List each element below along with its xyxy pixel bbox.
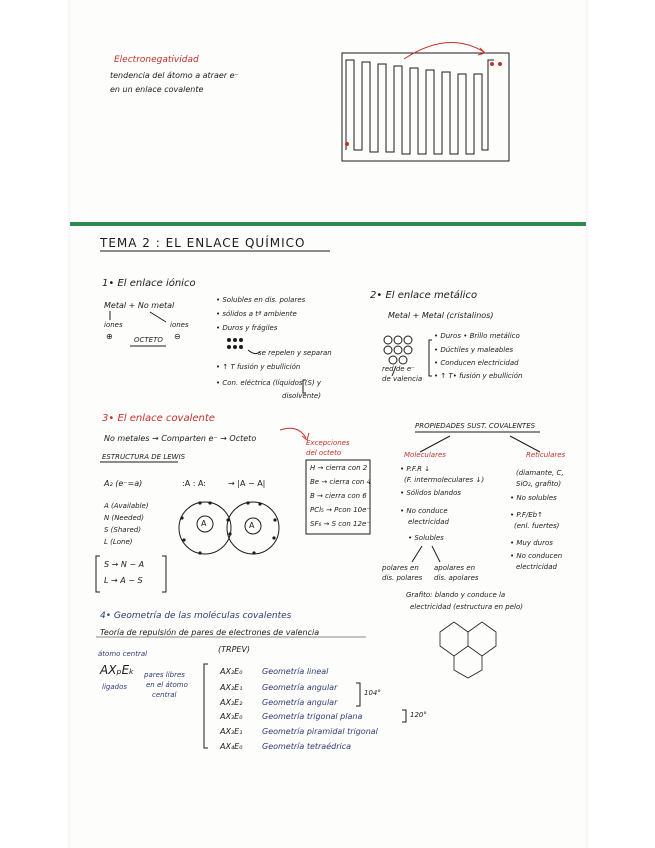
geometry-name-1: Geometría lineal [262,667,329,676]
angle-120: 120° [410,711,427,719]
electronegativity-heading: Electronegatividad [114,55,199,65]
reticular-prop-7: • No conducen [510,552,563,560]
ionic-prop-1: • Solubles en dis. polares [216,296,306,304]
covalent-heading: 3• El enlace covalente [102,413,215,424]
octeto-label: OCTETO [134,336,163,344]
soluble-polar-1: polares en [382,564,419,572]
lewis-atom-a-left: A [201,519,207,528]
soluble-apolar-2: dis. apolares [434,574,479,582]
molecular-prop-3: • Sólidos blandos [400,489,462,497]
geometry-formula-6: AX₄E₀ [220,742,243,751]
lewis-orbital-diagram [179,502,279,554]
soluble-polar-2: dis. polares [382,574,423,582]
covalent-summary: No metales → Comparten e⁻ → Octeto [104,434,257,443]
reticular-prop-1: (diamante, C, [516,469,564,477]
lewis-term-available: A (Available) [104,502,149,510]
electron-sea-label-2: de valencia [382,375,423,383]
geometry-name-2: Geometría angular [262,683,338,692]
lewis-bond: → |A − A| [228,479,266,488]
lewis-atom-a-right: A [249,521,255,530]
geometry-formula-4: AX₃E₀ [220,712,243,721]
geometry-formula-2: AX₂E₁ [220,683,243,692]
metallic-formula: Metal + Metal (cristalinos) [388,311,494,320]
lone-pairs-label-3: central [152,691,177,699]
reticular-prop-8: electricidad [516,563,557,571]
metallic-prop-2: • Dúctiles y maleables [434,346,514,354]
lewis-equation-lone: L → A − S [104,576,143,585]
minus-ion: ⊖ [174,332,181,341]
exception-2: Be → cierra con 4 [310,478,372,486]
reticular-prop-3: • No solubles [510,494,557,502]
exception-3: B → cierra con 6 [310,492,367,500]
lewis-term-lone: L (Lone) [104,538,133,546]
molecular-prop-2: (F. intermoleculares ↓) [404,476,485,484]
lewis-term-shared: S (Shared) [104,526,141,534]
geometry-heading: 4• Geometría de las moléculas covalentes [100,611,292,621]
ionic-prop-5: • ↑ T fusión y ebullición [216,363,301,371]
metallic-prop-3: • Conducen electricidad [434,359,519,367]
metallic-prop-1: • Duros • Brillo metálico [434,332,520,340]
geometry-name-6: Geometría tetraédrica [262,742,352,751]
electronegativity-sketch [342,43,509,161]
lewis-heading: ESTRUCTURA DE LEWIS [102,453,186,461]
metallic-heading: 2• El enlace metálico [370,290,478,301]
molecular-label: Moleculares [404,451,446,459]
molecular-prop-4: • No conduce [400,507,448,515]
central-atom-label: átomo central [98,650,148,658]
plus-ion: ⊕ [106,332,113,341]
soluble-apolar-1: apolares en [434,564,476,572]
exception-5: SF₆ → S con 12e⁻ [310,520,370,528]
ionic-formula: Metal + No metal [104,301,175,310]
lewis-term-needed: N (Needed) [104,514,144,522]
electronegativity-definition-2: en un enlace covalente [110,85,204,94]
notes-page [70,0,586,848]
ionic-prop-6: • Con. eléctrica (líquidos (S) y [216,379,322,387]
reticular-prop-2: SiO₂, grafito) [516,480,562,488]
reticular-prop-6: • Muy duros [510,539,553,547]
exceptions-heading-1: Excepciones [306,439,350,447]
lewis-a2: A₂ (e⁻=a) [104,479,143,488]
geometry-formula-3: AX₂E₂ [220,698,243,707]
vsepr-formula: AXₚEₖ [100,663,135,677]
exception-4: PCl₅ → Pcon 10e⁻ [310,506,371,514]
ionic-label-right: iones [170,321,189,329]
ionic-heading: 1• El enlace iónico [102,278,196,289]
geometry-name-5: Geometría piramidal trigonal [262,727,378,736]
bonded-label: ligados [102,683,127,691]
electron-sea-label-1: red de e⁻ [382,365,415,373]
ionic-prop-2: • sólidos a tª ambiente [216,310,297,318]
exception-1: H → cierra con 2 [310,464,368,472]
graphite-note-2: electricidad (estructura en pelo) [410,603,524,611]
electronegativity-definition-1: tendencia del átomo a atraer e⁻ [110,71,239,80]
geometry-formula-5: AX₃E₁ [220,727,243,736]
geometry-name-3: Geometría angular [262,698,338,707]
angle-104: 104° [364,689,381,697]
page-title: TEMA 2 : EL ENLACE QUÍMICO [100,236,306,250]
ionic-prop-7: disolvente) [282,392,321,400]
reticular-prop-5: (enl. fuertes) [514,522,560,530]
molecular-prop-6: • Solubles [408,534,444,542]
lewis-equation-shared: S → N − A [104,560,145,569]
geometry-formula-1: AX₂E₀ [220,667,243,676]
lone-pairs-label-2: en el átomo [146,681,188,689]
molecular-prop-1: • P.F.R ↓ [400,465,431,473]
ionic-prop-3: • Duros y frágiles [216,324,278,332]
covalent-properties-heading: PROPIEDADES SUST. COVALENTES [415,422,536,430]
lewis-dots: :A : A: [182,479,206,488]
section-separator [70,222,586,226]
reticular-label: Reticulares [526,451,566,459]
ionic-prop-4: se repelen y separan [258,349,332,357]
molecular-prop-5: electricidad [408,518,449,526]
exceptions-heading-2: del octeto [306,449,342,457]
lone-pairs-label-1: pares libres [144,671,185,679]
trpev-theory: Teoría de repulsión de pares de electrones de valencia [100,628,320,637]
geometry-name-4: Geometría trigonal plana [262,712,363,721]
graphite-network [440,622,496,678]
reticular-prop-4: • P.F/Eb↑ [510,511,543,519]
metallic-prop-4: • ↑ T• fusión y ebullición [434,372,523,380]
ionic-label-left: iones [104,321,123,329]
trpev-acronym: (TRPEV) [218,645,251,654]
graphite-note-1: Grafito: blando y conduce la [406,591,506,599]
